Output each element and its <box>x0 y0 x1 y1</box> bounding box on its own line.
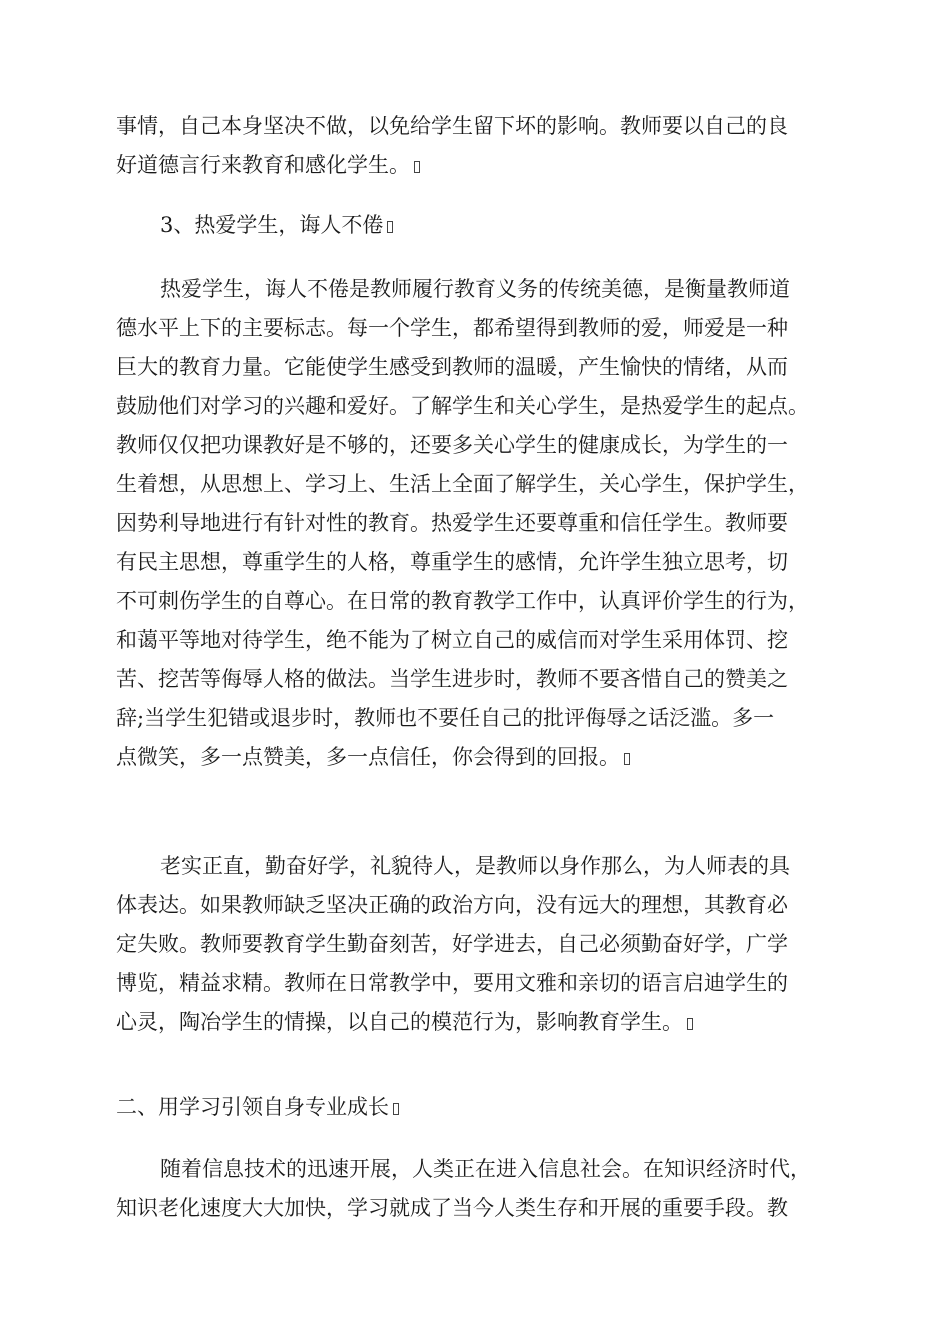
paragraph-line: 巨大的教育力量。它能使学生感受到教师的温暖，产生愉快的情绪，从而 <box>116 355 788 379</box>
paragraph-line: 随着信息技术的迅速开展，人类正在进入信息社会。在知识经济时代， <box>160 1157 811 1181</box>
paragraph-line: 心灵，陶冶学生的情操，以自己的模范行为，影响教育学生。 <box>116 1010 683 1034</box>
section-heading-3 <box>116 206 852 245</box>
section-heading-2 <box>116 1088 852 1127</box>
paragraph-line: 事情，自己本身坚决不做，以免给学生留下坏的影响。教师要以自己的良 <box>116 114 788 138</box>
paragraph-mark-icon <box>687 1018 693 1030</box>
paragraph-line: 鼓励他们对学习的兴趣和爱好。了解学生和关心学生，是热爱学生的起点。 <box>116 394 809 418</box>
paragraph-line: 教师仅仅把功课教好是不够的，还要多关心学生的健康成长，为学生的一 <box>116 433 788 457</box>
paragraph-line: 博览，精益求精。教师在日常教学中，要用文雅和亲切的语言启迪学生的 <box>116 971 788 995</box>
paragraph-line: 定失败。教师要教育学生勤奋刻苦，好学进去，自己必须勤奋好学，广学 <box>116 932 788 956</box>
paragraph-mark-icon <box>387 221 393 233</box>
paragraph-line: 不可刺伤学生的自尊心。在日常的教育教学工作中，认真评价学生的行为， <box>116 589 809 613</box>
paragraph-mark-icon <box>414 161 420 173</box>
paragraph-line: 苦、挖苦等侮辱人格的做法。当学生进步时，教师不要吝惜自己的赞美之 <box>116 667 788 691</box>
paragraph-mark-icon <box>393 1103 399 1115</box>
paragraph-line: 有民主思想，尊重学生的人格，尊重学生的感情，允许学生独立思考，切 <box>116 550 788 574</box>
paragraph-line: 点微笑，多一点赞美，多一点信任，你会得到的回报。 <box>116 745 620 769</box>
paragraph-1 <box>116 107 852 185</box>
paragraph-line: 好道德言行来教育和感化学生。 <box>116 153 410 177</box>
paragraph-mark-icon <box>624 753 630 765</box>
heading-text: 3、热爱学生，诲人不倦 <box>160 213 384 237</box>
paragraph-line: 热爱学生，诲人不倦是教师履行教育义务的传统美德，是衡量教师道 <box>160 277 790 301</box>
paragraph-line: 和蔼平等地对待学生，绝不能为了树立自己的威信而对学生采用体罚、挖 <box>116 628 788 652</box>
paragraph-2 <box>116 270 852 777</box>
paragraph-4 <box>116 1150 852 1228</box>
paragraph-line: 老实正直，勤奋好学，礼貌待人，是教师以身作那么，为人师表的具 <box>160 854 790 878</box>
paragraph-line: 德水平上下的主要标志。每一个学生，都希望得到教师的爱，师爱是一种 <box>116 316 788 340</box>
paragraph-line: 辞;当学生犯错或退步时，教师也不要任自己的批评侮辱之话泛滥。多一 <box>116 706 775 730</box>
paragraph-3 <box>116 847 852 1042</box>
paragraph-line: 因势利导地进行有针对性的教育。热爱学生还要尊重和信任学生。教师要 <box>116 511 788 535</box>
paragraph-line: 生着想，从思想上、学习上、生活上全面了解学生，关心学生，保护学生， <box>116 472 809 496</box>
paragraph-line: 知识老化速度大大加快，学习就成了当今人类生存和开展的重要手段。教 <box>116 1196 788 1220</box>
heading-text: 二、用学习引领自身专业成长 <box>116 1095 389 1119</box>
paragraph-line: 体表达。如果教师缺乏坚决正确的政治方向，没有远大的理想，其教育必 <box>116 893 788 917</box>
